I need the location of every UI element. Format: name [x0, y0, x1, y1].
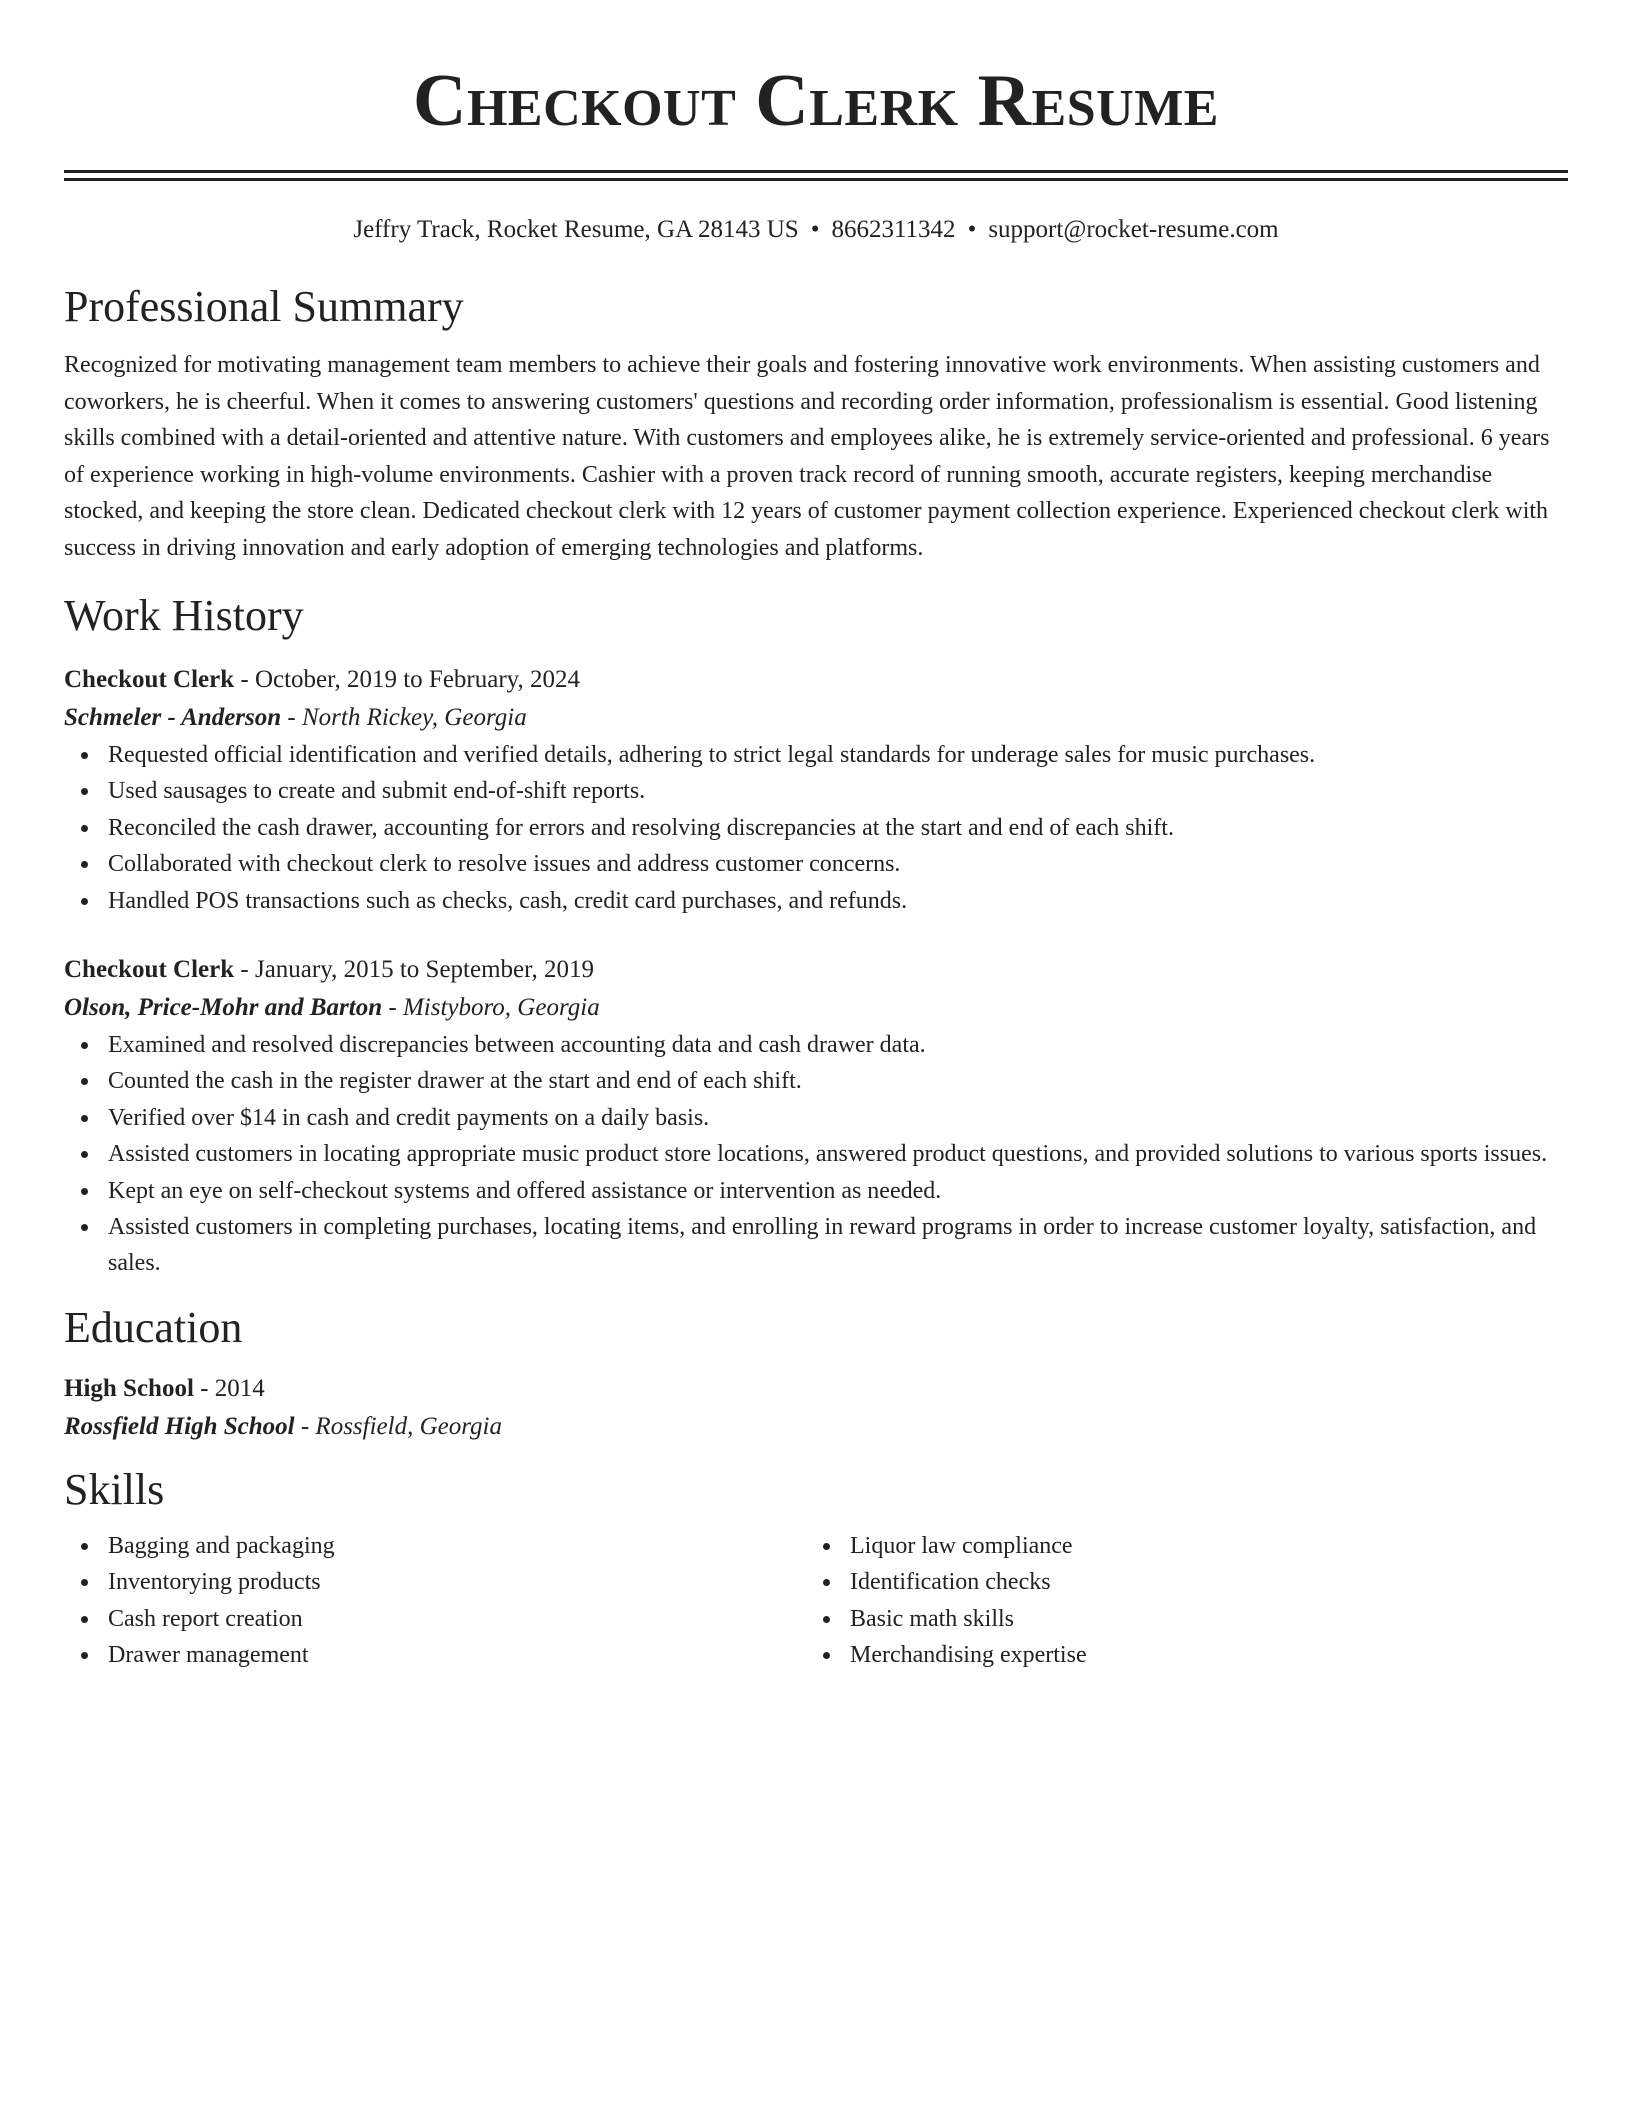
job-duty: Assisted customers in completing purchases, locating items, and enrolling in reward programs in order to increase customer loyalty, satisfaction, and sales.	[108, 1209, 1568, 1282]
job-title: Checkout Clerk	[64, 666, 235, 693]
skill-item: Liquor law compliance	[850, 1528, 1548, 1565]
job-duty: Handled POS transactions such as checks, cash, credit card purchases, and refunds.	[108, 883, 1568, 919]
skill-item: Drawer management	[108, 1637, 806, 1674]
skill-item: Identification checks	[850, 1564, 1548, 1601]
job-duty: Requested official identification and verified details, adhering to strict legal standards for underage sales for music purchases.	[108, 737, 1568, 773]
title-divider	[64, 170, 1568, 181]
job-duty: Assisted customers in locating appropriate music product store locations, answered product questions, and provided solutions to various sports issues.	[108, 1136, 1568, 1172]
summary-text: Recognized for motivating management team members to achieve their goals and fostering innovative work environments. When assisting customers and coworkers, he is cheerful. When it comes to answering customers' questions and recording order information, professionalism is essential. Good listening skills combined with a detail-oriented and attentive nature. With customers and employees alike, he is extremely service-oriented and professional. 6 years of experience working in high-volume environments. Cashier with a proven track record of running smooth, accurate registers, keeping merchandise stocked, and keeping the store clean. Dedicated checkout clerk with 12 years of customer payment collection experience. Experienced checkout clerk with success in driving innovation and early adoption of emerging technologies and platforms.	[64, 352, 1550, 561]
contact-email: support@rocket-resume.com	[988, 216, 1279, 243]
job-duty: Examined and resolved discrepancies between accounting data and cash drawer data.	[108, 1027, 1568, 1063]
job-duty: Verified over $14 in cash and credit payments on a daily basis.	[108, 1100, 1568, 1136]
skills-list	[64, 1528, 806, 1674]
job-duty: Collaborated with checkout clerk to resolve issues and address customer concerns.	[108, 846, 1568, 882]
job-duty: Counted the cash in the register drawer at the start and end of each shift.	[108, 1063, 1568, 1099]
contact-phone: 8662311342	[831, 216, 956, 243]
skills-heading: Skills	[64, 1464, 165, 1514]
summary-heading: Professional Summary	[64, 282, 464, 331]
skill-item: Inventorying products	[108, 1564, 806, 1601]
job-entry	[64, 661, 1568, 919]
job-dates: - October, 2019 to February, 2024	[234, 666, 581, 693]
education-school: Rossfield High School	[64, 1412, 295, 1440]
skill-item: Basic math skills	[850, 1601, 1548, 1638]
job-duties-list	[64, 737, 1568, 919]
education-location: - Rossfield, Georgia	[294, 1412, 502, 1440]
skill-item: Merchandising expertise	[850, 1637, 1548, 1674]
job-duties-list	[64, 1027, 1568, 1282]
education-year: - 2014	[193, 1374, 265, 1402]
job-duty: Used sausages to create and submit end-of-shift reports.	[108, 773, 1568, 809]
education-degree: High School	[64, 1374, 194, 1402]
education-heading: Education	[64, 1302, 243, 1352]
skill-item: Cash report creation	[108, 1601, 806, 1638]
job-header	[64, 661, 1568, 699]
job-company: Olson, Price-Mohr and Barton	[64, 994, 383, 1022]
education-school-line	[64, 1408, 1568, 1446]
job-employer	[64, 699, 1568, 737]
job-header	[64, 951, 1568, 989]
job-entry	[64, 951, 1568, 1282]
job-company: Schmeler - Anderson	[64, 704, 282, 731]
contact-separator: •	[810, 216, 820, 243]
job-location: - North Rickey, Georgia	[281, 704, 527, 731]
skill-item: Bagging and packaging	[108, 1528, 806, 1565]
job-duty: Kept an eye on self-checkout systems and offered assistance or intervention as needed.	[108, 1173, 1568, 1209]
job-location: - Mistyboro, Georgia	[382, 994, 600, 1022]
contact-line	[64, 213, 1568, 247]
skills-list	[806, 1528, 1548, 1674]
resume-title: Checkout Clerk Resume	[413, 60, 1219, 142]
job-dates: - January, 2015 to September, 2019	[234, 956, 594, 984]
job-duty: Reconciled the cash drawer, accounting for errors and resolving discrepancies at the start and end of each shift.	[108, 810, 1568, 846]
contact-separator: •	[967, 216, 977, 243]
skills-grid	[64, 1528, 1568, 1674]
job-employer	[64, 989, 1568, 1027]
job-title: Checkout Clerk	[64, 956, 235, 984]
work-history-heading: Work History	[64, 591, 304, 640]
contact-address: Jeffry Track, Rocket Resume, GA 28143 US	[353, 216, 799, 243]
skills-column-left	[64, 1528, 806, 1674]
education-header	[64, 1370, 1568, 1408]
skills-column-right	[806, 1528, 1548, 1674]
